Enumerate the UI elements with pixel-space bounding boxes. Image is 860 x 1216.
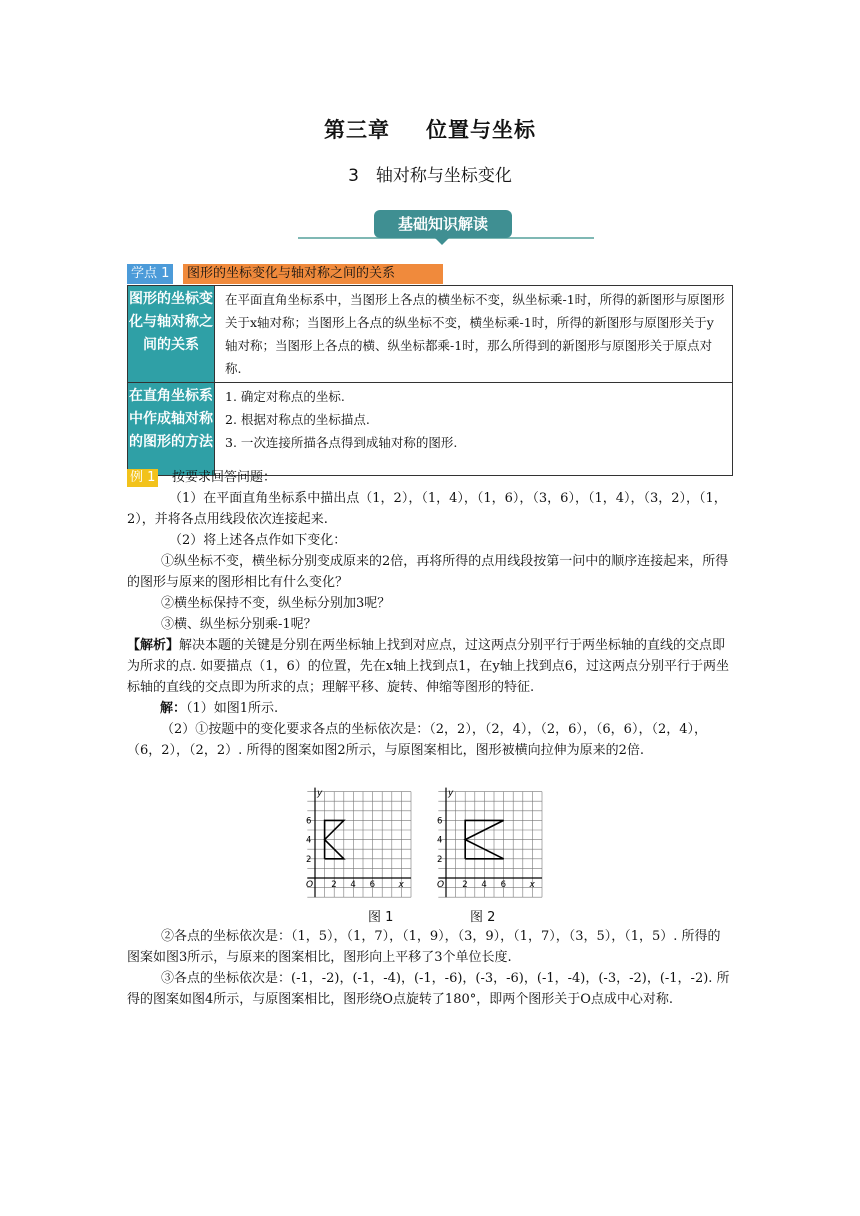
analysis xyxy=(127,624,733,698)
row-body xyxy=(215,383,733,476)
origin-label: O xyxy=(437,880,445,890)
question-2b: ②横坐标保持不变，纵坐标分别加3呢？ xyxy=(161,596,391,611)
list-item: 3. 一次连接所描各点得到成轴对称的图形. xyxy=(225,435,458,450)
x-tick-label: 6 xyxy=(500,880,507,890)
solution-label: 解： xyxy=(160,701,187,716)
x-axis-label: x xyxy=(529,880,535,890)
solution-4: ③各点的坐标依次是：(-1，-2)，(-1，-4)，(-1，-6)，(-3，-6)，(-1，-4)，(-3，-2)，(-1，-2). 所得的图案如图4所示，与原图案相比，图形绕O点旋转了180°，即两个图形关于O点成中心对称. xyxy=(127,971,730,1007)
x-axis-label: x xyxy=(398,880,404,890)
list-item: 1. 确定对称点的坐标. xyxy=(225,389,345,404)
question-2a: ①纵坐标不变，横坐标分别变成原来的2倍，再将所得的点用线段按第一问中的顺序连接起来，所得的图形与原来的图形相比有什么变化？ xyxy=(127,554,729,590)
origin-label: O xyxy=(306,880,314,890)
analysis-text: 解决本题的关键是分别在两坐标轴上找到对应点，过这两点分别平行于两坐标轴的直线的交点即为所求的点. 如要描点（1，6）的位置，先在x轴上找到点1，在y轴上找到点6，过这两点分别平行于两坐标轴的直线的交点即为所求的点；理解平移、旋转、伸缩等图形的特征. xyxy=(127,638,730,695)
table-row xyxy=(128,286,733,383)
y-tick-label: 2 xyxy=(306,854,312,865)
analysis-label: 【解析】 xyxy=(127,638,180,653)
figure-1-caption: 图 1 xyxy=(368,910,394,925)
list-item: 2. 根据对称点的坐标描点. xyxy=(225,412,370,427)
solution-3: ②各点的坐标依次是：（1，5），（1，7），（1，9），（3，9），（1，7），（3，5），（1，5）. 所得的图案如图3所示，与原来的图案相比，图形向上平移了3个单位长度. xyxy=(127,929,721,965)
row-body: 在平面直角坐标系中，当图形上各点的横坐标不变，纵坐标乘-1时，所得的新图形与原图形关于x轴对称；当图形上各点的纵坐标不变，横坐标乘-1时，所得的新图形与原图形关于y轴对称；当图形上各点的横、纵坐标都乘-1时，那么所得到的新图形与原图形关于原点对称. xyxy=(215,286,733,383)
chapter-title xyxy=(0,114,860,144)
point-tag: 学点 1 xyxy=(127,264,173,284)
question-2: （2）将上述各点作如下变化： xyxy=(169,533,347,548)
x-tick-label: 2 xyxy=(462,880,468,890)
row-head: 在直角坐标系中作成轴对称的图形的方法 xyxy=(128,383,215,476)
figure-2 xyxy=(436,782,548,902)
figure-1 xyxy=(305,782,417,902)
y-tick-label: 2 xyxy=(437,854,443,865)
y-tick-label: 4 xyxy=(437,835,443,846)
y-axis-label: y xyxy=(448,788,454,799)
example-intro: 按要求回答问题： xyxy=(172,470,277,485)
banner-notch xyxy=(435,238,449,245)
knowledge-table xyxy=(127,285,733,476)
y-tick-label: 6 xyxy=(437,816,443,827)
row-head: 图形的坐标变化与轴对称之间的关系 xyxy=(128,286,215,383)
question-1: （1）在平面直角坐标系中描出点（1，2），（1，4），（1，6），（3，6），（1，4），（3，2），（1，2），并将各点用线段依次连接起来. xyxy=(127,491,727,527)
chapter-number: 第三章 xyxy=(324,118,390,142)
section-banner: 基础知识解读 xyxy=(374,210,512,238)
solution-1-text: （1）如图1所示. xyxy=(186,701,279,716)
x-tick-label: 6 xyxy=(369,880,376,890)
y-axis-label: y xyxy=(317,788,323,799)
x-tick-label: 4 xyxy=(350,880,356,890)
point-title: 图形的坐标变化与轴对称之间的关系 xyxy=(183,264,443,284)
solution-2: （2）①按题中的变化要求各点的坐标依次是：（2，2），（2，4），（2，6），（6，6），（2，4），（6，2），（2，2）. 所得的图案如图2所示，与原图案相比，图形被横向拉伸为原来的2倍. xyxy=(127,722,707,758)
y-tick-label: 4 xyxy=(306,835,312,846)
table-row xyxy=(128,383,733,476)
example-tag: 例 1 xyxy=(127,469,158,487)
figure-2-caption: 图 2 xyxy=(470,910,496,925)
chapter-name: 位置与坐标 xyxy=(426,118,536,142)
solution-1 xyxy=(160,698,278,719)
question-2c: ③横、纵坐标分别乘-1呢？ xyxy=(161,617,317,632)
section-title: 3 轴对称与坐标变化 xyxy=(348,166,512,186)
x-tick-label: 2 xyxy=(331,880,337,890)
y-tick-label: 6 xyxy=(306,816,312,827)
x-tick-label: 4 xyxy=(481,880,487,890)
